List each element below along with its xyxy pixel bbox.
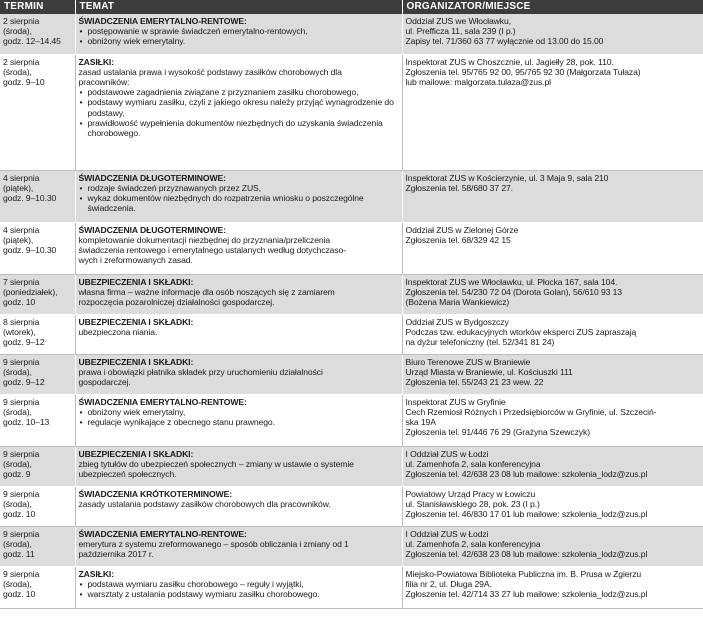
topic-text: emerytura z systemu zreformowanego – sposób obliczania i zmiany od 1 (78, 538, 349, 549)
topic-text: pracowników: (78, 76, 130, 87)
temat-cell (75, 14, 402, 54)
termin-line: 4 sierpnia (3, 224, 40, 235)
topic-bullet-list (79, 26, 399, 46)
termin-line: godz. 9–10.30 (3, 244, 57, 255)
topic-text: wych i zreformowanych zasad. (78, 255, 193, 266)
termin-line: godz. 9–12 (3, 336, 45, 347)
topic-bullet: • wykaz dokumentów niezbędnych do rozpatrzenia wniosku o poszczególne świadczenia. (88, 193, 399, 213)
temat-cell (75, 354, 402, 394)
organizator-cell (402, 54, 703, 170)
topic-text: października 2017 r. (78, 548, 154, 559)
termin-line: godz. 9–10 (3, 76, 45, 87)
topic-bullet: • podstawowe zagadnienia związane z przyznaniem zasiłku chorobowego, (88, 87, 399, 97)
termin-cell (0, 14, 75, 54)
table-row (0, 354, 703, 394)
temat-cell (75, 446, 402, 486)
organizator-line: Zgłoszenia tel. 91/446 76 29 (Grażyna Szewczyk) (405, 427, 590, 438)
temat-cell (75, 170, 402, 222)
topic-bullet: • warsztaty z ustalania podstawy wymiaru zasiłku chorobowego. (88, 589, 399, 599)
termin-line: (środa), (3, 66, 32, 77)
organizator-line: Podczas tzw. edukacyjnych wtorków eksperci ZUS zapraszają (405, 326, 637, 337)
header-termin: TERMIN (0, 0, 75, 14)
organizator-line: ul. Zamenhofa 2, sala konferencyjna (405, 458, 541, 469)
termin-line: 8 sierpnia (3, 316, 40, 327)
topic-text: zbieg tytułów do ubezpieczeń społecznych – zmiany w ustawie o systemie (78, 458, 354, 469)
termin-line: godz. 11 (3, 548, 35, 559)
header-row (0, 0, 703, 14)
organizator-line: Zgłoszenia tel. 68/329 42 15 (405, 234, 511, 245)
termin-cell (0, 446, 75, 486)
topic-bullet: • postępowanie w sprawie świadczeń emerytalno-rentowych, (88, 26, 399, 36)
topic-text: zasady ustalania podstawy zasiłków chorobowych dla pracowników. (78, 498, 331, 509)
topic-heading: ŚWIADCZENIA EMERYTALNO-RENTOWE: (78, 16, 247, 26)
termin-cell (0, 54, 75, 170)
temat-cell (75, 274, 402, 314)
termin-line: godz. 10 (3, 508, 36, 519)
organizator-line: Oddział ZUS w Bydgoszczy (405, 316, 509, 327)
organizator-line: Biuro Terenowe ZUS w Braniewie (405, 356, 531, 367)
table-row (0, 526, 703, 566)
topic-heading: ŚWIADCZENIA EMERYTALNO-RENTOWE: (78, 528, 247, 539)
organizator-line: lub mailowe: malgorzata.tulaza@zus.pl (405, 76, 551, 87)
topic-text: świadczenia rentowego i emerytalnego ustalanych według dotychczaso- (78, 244, 346, 255)
organizator-line: Zgłoszenia tel. 58/680 37 27. (405, 182, 513, 193)
organizator-line: Oddział ZUS w Zielonej Górze (405, 224, 519, 235)
organizator-line: Inspektorat ZUS w Gryfinie (405, 396, 506, 407)
termin-line: godz. 12–14.45 (3, 36, 61, 47)
organizator-line: Zgłoszenia tel. 55/243 21 23 wew. 22 (405, 376, 544, 387)
organizator-line: filia nr 2, ul. Długa 29A. (405, 578, 492, 589)
termin-cell (0, 354, 75, 394)
topic-bullet: • prawidłowość wypełnienia dokumentów niezbędnych do uzyskania świadczenia chorobowego. (88, 118, 399, 138)
organizator-cell (402, 394, 703, 446)
termin-line: 9 sierpnia (3, 568, 40, 579)
topic-text: ubezpieczona niania. (78, 326, 158, 337)
topic-bullet-list (79, 87, 399, 138)
topic-text: własna firma – ważne informacje dla osób noszących się z zamiarem (78, 286, 335, 297)
topic-text: ubezpieczeń społecznych. (78, 468, 177, 479)
topic-heading: UBEZPIECZENIA I SKŁADKI: (78, 276, 194, 287)
temat-cell (75, 394, 402, 446)
termin-cell (0, 486, 75, 526)
organizator-line: Inspektorat ZUS we Włocławku, ul. Płocka 167, sala 104. (405, 276, 618, 287)
termin-line: (środa), (3, 458, 32, 469)
table-row (0, 170, 703, 222)
termin-line: 9 sierpnia (3, 448, 40, 459)
organizator-line: Zgłoszenia tel. 46/830 17 01 lub mailowe: szkolenia_lodz@zus.pl (405, 508, 648, 519)
topic-text: rozpoczęcia pozarolniczej działalności gospodarczej. (78, 296, 275, 307)
topic-bullet: • obniżony wiek emerytalny, (88, 407, 399, 417)
organizator-line: (Bożena Maria Wankiewicz) (405, 296, 510, 307)
termin-line: 9 sierpnia (3, 528, 40, 539)
topic-heading: ŚWIADCZENIA DŁUGOTERMINOWE: (78, 224, 226, 235)
termin-cell (0, 394, 75, 446)
topic-text: kompletowanie dokumentacji niezbędnej do przyznania/przeliczenia (78, 234, 331, 245)
organizator-cell (402, 170, 703, 222)
table-row (0, 566, 703, 608)
table-row (0, 446, 703, 486)
temat-cell (75, 54, 402, 170)
termin-cell (0, 526, 75, 566)
organizator-cell (402, 566, 703, 608)
organizator-line: Zapisy tel. 71/360 63 77 wyłącznie od 13.00 do 15.00 (405, 36, 604, 47)
organizator-line: Inspektorat ZUS w Kościerzynie, ul. 3 Maja 9, sala 210 (405, 172, 609, 183)
table-row (0, 394, 703, 446)
organizator-line: ul. Zamenhofa 2, sala konferencyjna (405, 538, 541, 549)
organizator-cell (402, 446, 703, 486)
organizator-line: Cech Rzemiosł Różnych i Przedsiębiorców w Gryfinie, ul. Szczeciń- (405, 406, 657, 417)
table-row (0, 222, 703, 274)
organizator-cell (402, 314, 703, 354)
table-row (0, 314, 703, 354)
termin-cell (0, 274, 75, 314)
termin-line: godz. 9 (3, 468, 31, 479)
termin-line: 2 sierpnia (3, 16, 40, 26)
topic-heading: UBEZPIECZENIA I SKŁADKI: (78, 316, 194, 327)
organizator-cell (402, 222, 703, 274)
organizator-line: Miejsko-Powiatowa Biblioteka Publiczna im. B. Prusa w Zgierzu (405, 568, 642, 579)
termin-cell (0, 170, 75, 222)
termin-line: godz. 9–12 (3, 376, 45, 387)
termin-line: (wtorek), (3, 326, 36, 337)
organizator-cell (402, 486, 703, 526)
organizator-line: Inspektorat ZUS w Choszcznie, ul. Jagiełły 28, pok. 110. (405, 56, 614, 67)
topic-bullet-list (79, 183, 399, 214)
termin-cell (0, 222, 75, 274)
table-row (0, 274, 703, 314)
organizator-cell (402, 14, 703, 54)
termin-line: godz. 9–10.30 (3, 192, 57, 203)
table-row (0, 14, 703, 54)
termin-line: 4 sierpnia (3, 172, 40, 183)
topic-bullet-list (79, 407, 399, 427)
organizator-line: ska 19A (405, 416, 436, 427)
organizator-line: ul. Stanisławskiego 28, pok. 23 (I p.) (405, 498, 540, 509)
termin-line: godz. 10–13 (3, 416, 50, 427)
header-organizator: ORGANIZATOR/MIEJSCE (402, 0, 703, 14)
temat-cell (75, 314, 402, 354)
topic-bullet: • rodzaje świadczeń przyznawanych przez ZUS, (88, 183, 399, 193)
termin-line: (poniedziałek), (3, 286, 58, 297)
header-temat: TEMAT (75, 0, 402, 14)
table-body (0, 14, 703, 608)
organizator-line: Zgłoszenia tel. 42/714 33 27 lub mailowe: szkolenia_lodz@zus.pl (405, 588, 648, 599)
topic-text: prawa i obowiązki płatnika składek przy uruchomieniu działalności (78, 366, 323, 377)
topic-text: zasad ustalania prawa i wysokość podstawy zasiłków chorobowych dla (78, 66, 342, 77)
organizator-line: Zgłoszenia tel. 95/765 92 00, 95/765 92 30 (Małgorzata Tułaza) (405, 66, 641, 77)
termin-line: 9 sierpnia (3, 396, 40, 407)
table-row (0, 54, 703, 170)
topic-bullet: • podstawa wymiaru zasiłku chorobowego – reguły i wyjątki, (88, 579, 399, 589)
topic-heading: ŚWIADCZENIA KRÓTKOTERMINOWE: (78, 488, 232, 499)
organizator-cell (402, 274, 703, 314)
topic-text: gospodarczej. (78, 376, 131, 387)
organizator-cell (402, 354, 703, 394)
topic-bullet: • obniżony wiek emerytalny. (88, 36, 399, 46)
temat-cell (75, 486, 402, 526)
organizator-line: Zgłoszenia tel. 42/638 23 08 lub mailowe: szkolenia_lodz@zus.pl (405, 548, 648, 559)
termin-line: (środa), (3, 26, 32, 37)
topic-heading: ŚWIADCZENIA EMERYTALNO-RENTOWE: (78, 396, 247, 407)
termin-line: 7 sierpnia (3, 276, 40, 287)
organizator-line: Oddział ZUS we Włocławku, (405, 16, 511, 26)
topic-heading: UBEZPIECZENIA I SKŁADKI: (78, 356, 194, 367)
termin-line: 9 sierpnia (3, 488, 40, 499)
organizator-line: Zgłoszenia tel. 54/230 72 04 (Dorota Golan), 56/610 93 13 (405, 286, 622, 297)
topic-bullet: • regulacje wynikające z obecnego stanu prawnego. (88, 417, 399, 427)
termin-line: godz. 10 (3, 588, 36, 599)
table-row (0, 486, 703, 526)
termin-line: 2 sierpnia (3, 56, 40, 67)
organizator-line: Powiatowy Urząd Pracy w Łowiczu (405, 488, 536, 499)
topic-heading: ŚWIADCZENIA DŁUGOTERMINOWE: (78, 172, 226, 183)
topic-bullet: • podstawy wymiaru zasiłku, czyli z jakiego okresu należy przyjąć wynagrodzenie do podstawy, (88, 97, 399, 117)
organizator-line: Zgłoszenia tel. 42/638 23 08 lub mailowe: szkolenia_lodz@zus.pl (405, 468, 648, 479)
termin-line: (środa), (3, 498, 32, 509)
termin-line: (środa), (3, 406, 32, 417)
topic-heading: ZASIŁKI: (78, 568, 114, 579)
organizator-line: na dyżur telefoniczny (tel. 52/341 81 24) (405, 336, 555, 347)
organizator-line: Urząd Miasta w Braniewie, ul. Kościuszki 111 (405, 366, 573, 377)
topic-heading: ZASIŁKI: (78, 56, 114, 67)
organizator-line: I Oddział ZUS w Łodzi (405, 448, 489, 459)
organizator-line: ul. Prefficza 11, sala 239 (I p.) (405, 26, 516, 37)
organizator-line: I Oddział ZUS w Łodzi (405, 528, 489, 539)
termin-line: godz. 10 (3, 296, 36, 307)
temat-cell (75, 566, 402, 608)
topic-bullet-list (79, 579, 399, 599)
termin-line: (środa), (3, 366, 32, 377)
temat-cell (75, 526, 402, 566)
termin-line: 9 sierpnia (3, 356, 40, 367)
termin-cell (0, 566, 75, 608)
topic-heading: UBEZPIECZENIA I SKŁADKI: (78, 448, 194, 459)
termin-line: (środa), (3, 538, 32, 549)
organizator-cell (402, 526, 703, 566)
termin-line: (piątek), (3, 234, 34, 245)
termin-line: (piątek), (3, 182, 34, 193)
termin-line: (środa), (3, 578, 32, 589)
termin-cell (0, 314, 75, 354)
temat-cell (75, 222, 402, 274)
